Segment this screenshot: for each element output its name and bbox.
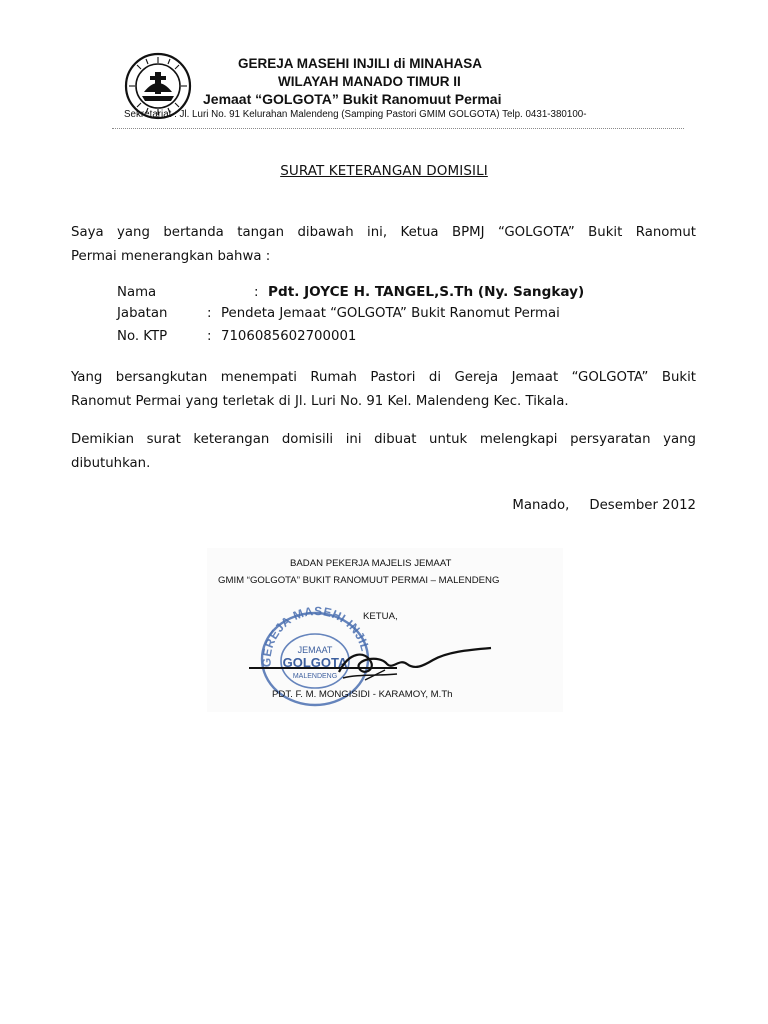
closing-line-1: Demikian surat keterangan domisili ini dibuat untuk melengkapi persyaratan yang [71, 432, 696, 447]
handwritten-signature-icon [247, 646, 495, 686]
signature-role: KETUA, [363, 611, 398, 622]
signature-block [207, 548, 563, 712]
field-value: Pendeta Jemaat “GOLGOTA” Bukit Ranomut Permai [221, 306, 560, 321]
field-row-jabatan [117, 306, 560, 328]
date-text: Desember 2012 [589, 498, 696, 513]
field-row-nama [117, 284, 584, 306]
field-value: Pdt. JOYCE H. TANGEL,S.Th (Ny. Sangkay) [268, 284, 585, 300]
field-separator: : [207, 306, 212, 321]
place-date [512, 498, 696, 513]
field-label: Jabatan [117, 306, 168, 321]
field-row-ktp [117, 329, 356, 351]
stamp-ring-text: GEREJA MASEHI INJIL [259, 603, 373, 668]
field-label: Nama [117, 285, 157, 300]
stamp-center-golgota: GOLGOTA [282, 655, 348, 670]
intro-line-1: Saya yang bertanda tangan dibawah ini, Ketua BPMJ “GOLGOTA” Bukit Ranomut [71, 225, 696, 240]
signature-congregation-line: GMIM “GOLGOTA” BUKIT RANOMUUT PERMAI – MALENDENG [218, 575, 500, 586]
signature-name: PDT. F. M. MONGISIDI - KARAMOY, M.Th [272, 689, 453, 700]
document-title: SURAT KETERANGAN DOMISILI [280, 163, 488, 179]
intro-line-2: Permai menerangkan bahwa : [71, 248, 271, 264]
residence-line-1: Yang bersangkutan menempati Rumah Pastori di Gereja Jemaat “GOLGOTA” Bukit [71, 370, 696, 385]
field-label: No. KTP [117, 329, 168, 344]
letterhead-region: WILAYAH MANADO TIMUR II [278, 74, 461, 89]
stamp-center-malendeng: MALENDENG [292, 673, 338, 680]
signature-org-line: BADAN PEKERJA MAJELIS JEMAAT [290, 558, 452, 569]
closing-paragraph [71, 428, 696, 475]
letterhead-divider [112, 128, 684, 129]
field-separator: : [254, 285, 259, 300]
letterhead-address: Sekretariat : Jl. Luri No. 91 Kelurahan Malendeng (Samping Pastori GMIM GOLGOTA) Telp. 0431-380100- [124, 109, 587, 120]
letterhead-church-name: GEREJA MASEHI INJILI di MINAHASA [238, 56, 483, 71]
closing-line-2: dibutuhkan. [71, 455, 151, 471]
residence-line-2: Ranomut Permai yang terletak di Jl. Luri No. 91 Kel. Malendeng Kec. Tikala. [71, 393, 569, 409]
intro-paragraph [71, 221, 696, 268]
place-text: Manado, [512, 498, 570, 513]
residence-paragraph [71, 366, 696, 413]
stamp-center-jemaat: JEMAAT [297, 645, 333, 655]
letterhead-congregation: Jemaat “GOLGOTA” Bukit Ranomuut Permai [203, 91, 502, 107]
field-value: 7106085602700001 [221, 329, 357, 344]
field-separator: : [207, 329, 212, 344]
